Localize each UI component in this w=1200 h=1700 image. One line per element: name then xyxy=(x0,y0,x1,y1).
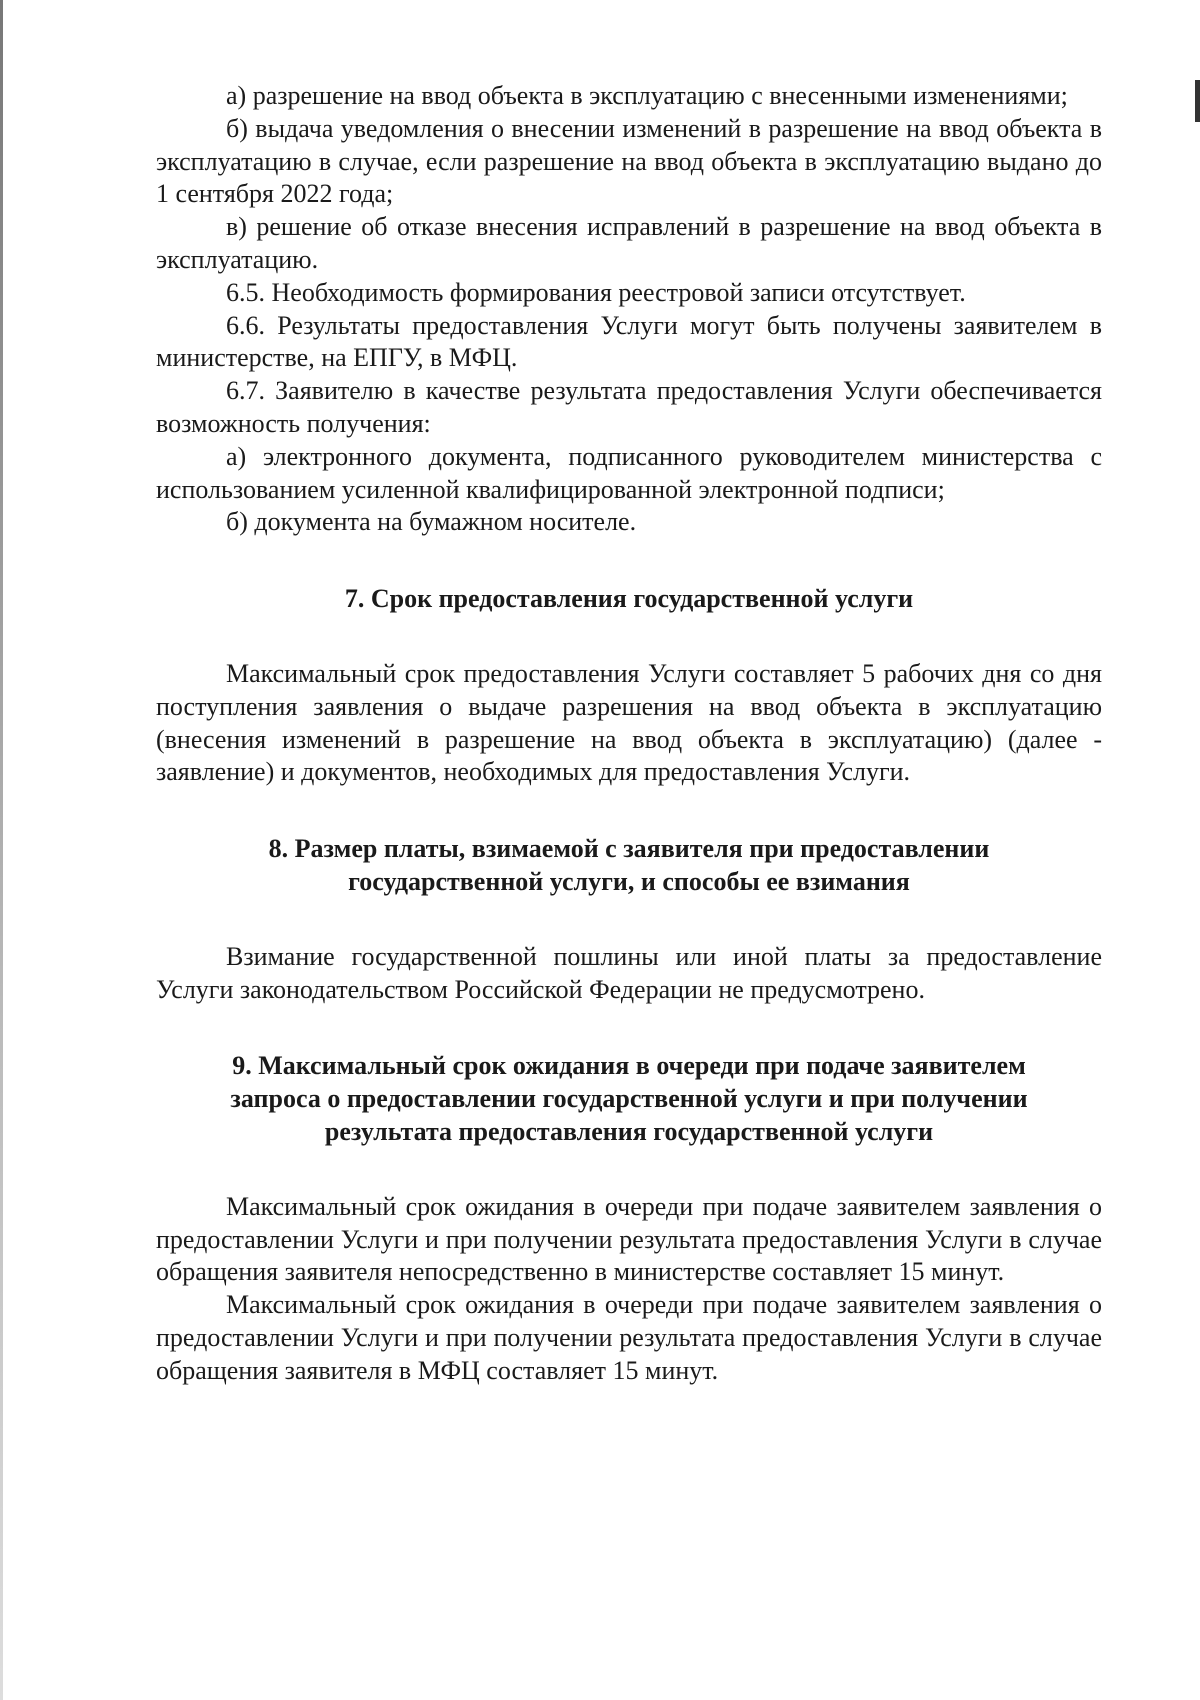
paragraph-6-6: 6.6. Результаты предоставления Услуги могут быть получены заявителем в министерстве, на ЕПГУ, в МФЦ. xyxy=(156,310,1102,373)
section-9-heading-line-3: результата предоставления государственной услуги xyxy=(324,1116,934,1146)
paragraph-result-b: б) выдача уведомления о внесении изменений в разрешение на ввод объекта в эксплуатацию в случае, если разрешение на ввод объекта в эксплуатацию выдано до 1 сентября 2022 года; xyxy=(156,113,1102,209)
section-8-heading xyxy=(156,833,1102,899)
section-7-heading-text: 7. Срок предоставления государственной услуги xyxy=(344,584,914,614)
section-8-paragraph: Взимание государственной пошлины или иной платы за предоставление Услуги законодательством Российской Федерации не предусмотрено. xyxy=(156,941,1102,1004)
paragraph-6-7-a: а) электронного документа, подписанного руководителем министерства с использованием усиленной квалифицированной электронной подписи; xyxy=(156,441,1102,504)
section-7-paragraph: Максимальный срок предоставления Услуги составляет 5 рабочих дня со дня поступления заявления о выдаче разрешения на ввод объекта в эксплуатацию (внесения изменений в разрешение на ввод объекта в эксплуатацию) (далее - заявление) и документов, необходимых для предоставления Услуги. xyxy=(156,658,1102,787)
paragraph-6-7-b: б) документа на бумажном носителе. xyxy=(226,507,637,537)
paragraph-6-5: 6.5. Необходимость формирования реестровой записи отсутствует. xyxy=(226,277,966,307)
section-9-paragraph-1: Максимальный срок ожидания в очереди при подаче заявителем заявления о предоставлении Услуги и при получении результата предоставления Услуги в случае обращения заявителя непосредственно в министерстве составляет 15 минут. xyxy=(156,1191,1102,1287)
paragraph-result-c: в) решение об отказе внесения исправлений в разрешение на ввод объекта в эксплуатацию. xyxy=(156,212,1102,274)
section-8-heading-line-2: государственной услуги, и способы ее взимания xyxy=(348,866,910,896)
scan-edge-left xyxy=(0,0,3,1700)
section-9-heading xyxy=(156,1050,1102,1148)
paragraph-6-7: 6.7. Заявителю в качестве результата предоставления Услуги обеспечивается возможность получения: xyxy=(156,376,1102,438)
section-7-heading xyxy=(156,583,1102,616)
section-9-paragraph-2: Максимальный срок ожидания в очереди при подаче заявителем заявления о предоставлении Услуги и при получении результата предоставления Услуги в случае обращения заявителя в МФЦ составляет 15 минут. xyxy=(156,1290,1102,1385)
document-body xyxy=(156,80,1102,1388)
section-9-heading-line-1: 9. Максимальный срок ожидания в очереди при подаче заявителем xyxy=(232,1051,1026,1081)
section-8-heading-line-1: 8. Размер платы, взимаемой с заявителя при предоставлении xyxy=(268,834,990,864)
scan-edge-right xyxy=(1195,80,1200,122)
paragraph-result-a: а) разрешение на ввод объекта в эксплуатацию с внесенными изменениями; xyxy=(226,81,1068,110)
section-9-heading-line-2: запроса о предоставлении государственной услуги и при получении xyxy=(230,1084,1028,1114)
